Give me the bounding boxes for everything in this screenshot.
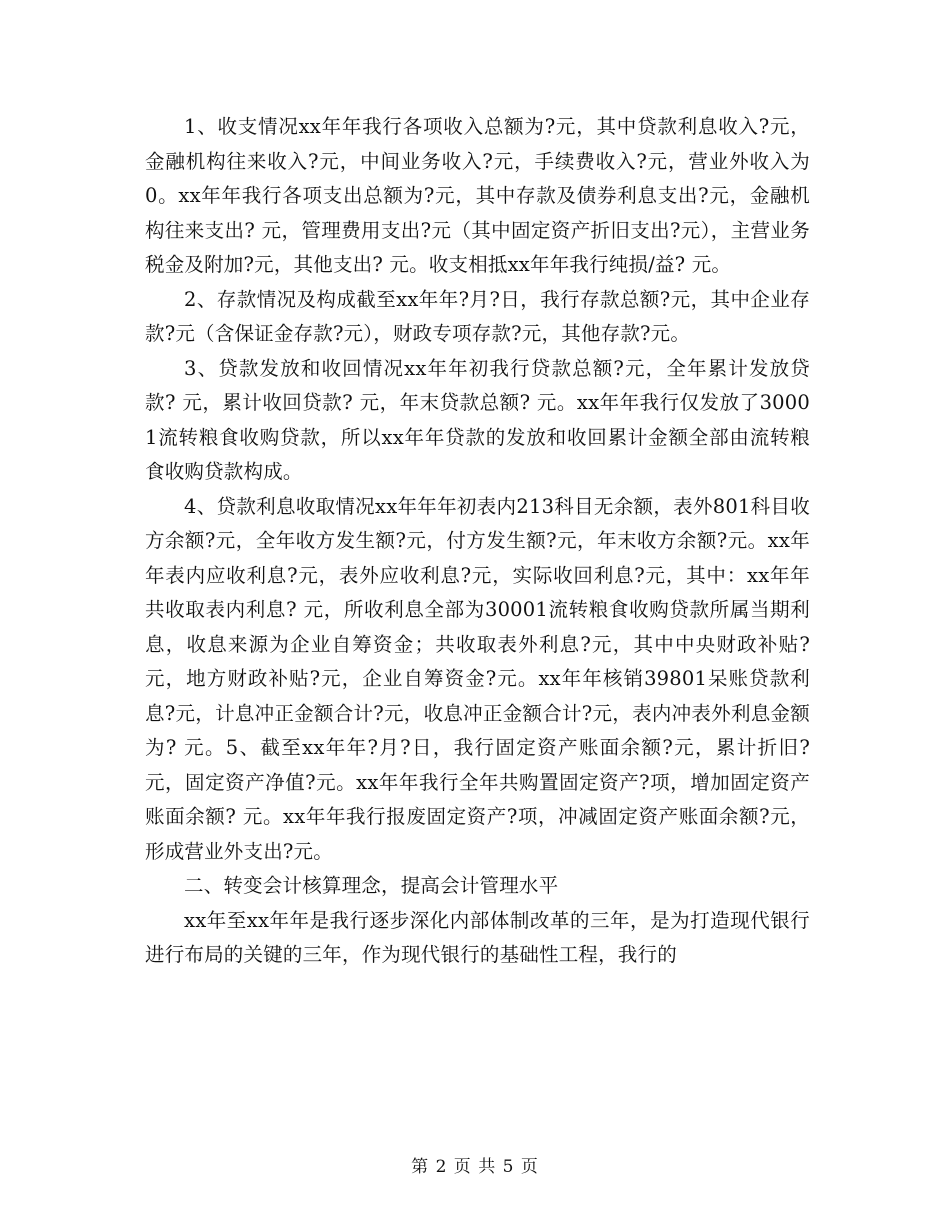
page-number-footer: 第 2 页 共 5 页 bbox=[411, 1157, 539, 1177]
paragraph-closing: xx年至xx年年是我行逐步深化内部体制改革的三年，是为打造现代银行进行布局的关键的三年，作为现代银行的基础性工程，我行的 bbox=[145, 908, 810, 966]
paragraph-loan-interest: 4、贷款利息收取情况xx年年年初表内213科目无余额，表外801科目收方余额?元，全年收方发生额?元，付方发生额?元，年末收方余额?元。xx年年表内应收利息?元，表外应收利息?元，实际收回利息?元，其中：xx年年共收取表内利息? 元，所收利息全部为30001流转粮食收购贷款所属当期利息，收息来源为企业自筹资金；共收取表外利息?元，其中中央财政补贴?元，地方财政补贴?元，企业自筹资金?元。xx年年核销39801呆账贷款利息?元，计息冲正金额合计?元，收息冲正金额合计?元，表内冲表外利息金额为? 元。5、截至xx年年?月?日，我行固定资产账面余额?元，累计折旧?元，固定资产净值?元。xx年年我行全年共购置固定资产?项，增加固定资产账面余额? 元。xx年年我行报废固定资产?项，冲减固定资产账面余额?元，形成营业外支出?元。 bbox=[145, 494, 810, 863]
paragraph-income-expense: 1、收支情况xx年年我行各项收入总额为?元，其中贷款利息收入?元，金融机构往来收入?元，中间业务收入?元，手续费收入?元，营业外收入为0。xx年年我行各项支出总额为?元，其中存款及债券利息支出?元，金融机构往来支出? 元，管理费用支出?元（其中固定资产折旧支出?元），主营业务税金及附加?元，其他支出? 元。收支相抵xx年年我行纯损/益? 元。 bbox=[145, 115, 810, 276]
paragraph-loans: 3、贷款发放和收回情况xx年年初我行贷款总额?元，全年累计发放贷款? 元，累计收回贷款? 元，年末贷款总额? 元。xx年年我行仅发放了30001流转粮食收购贷款，所以xx年年贷款的发放和收回累计金额全部由流转粮食收购贷款构成。 bbox=[145, 356, 810, 483]
document-body bbox=[145, 110, 810, 973]
section-heading: 二、转变会计核算理念，提高会计管理水平 bbox=[184, 874, 559, 897]
paragraph-deposits: 2、存款情况及构成截至xx年年?月?日，我行存款总额?元，其中企业存款?元（含保证金存款?元），财政专项存款?元，其他存款?元。 bbox=[145, 287, 810, 345]
